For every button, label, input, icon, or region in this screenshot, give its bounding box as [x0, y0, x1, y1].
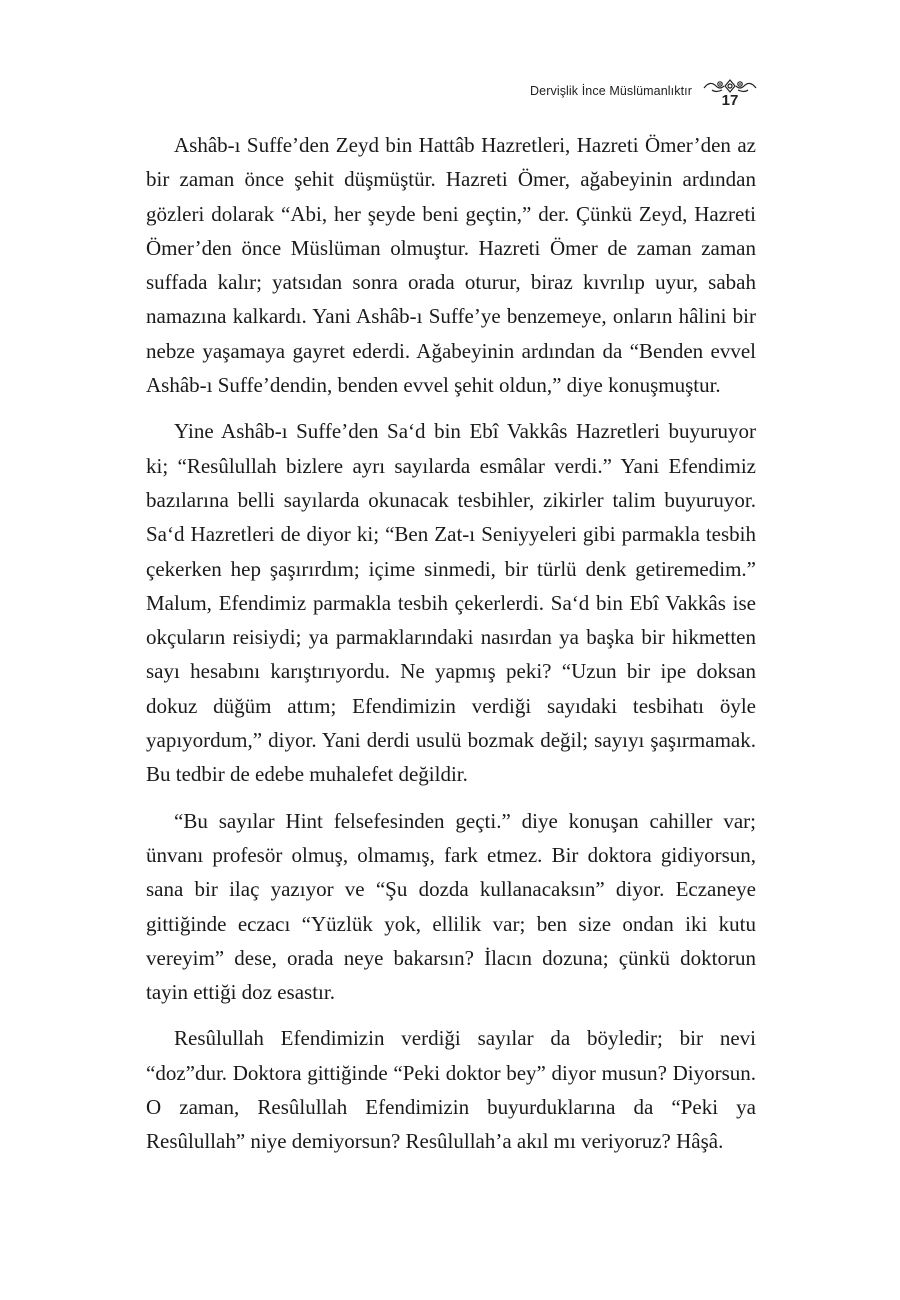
paragraph: Resûlullah Efendimizin verdiği sayılar da böyledir; bir nevi “doz”dur. Doktora gittiğinde “Peki doktor bey” diyor musun? Diyorsun. O zaman, Resûlullah Efendimizin buyurduklarına da “Peki ya Resûlullah” niye demiyorsun? Resûlullah’a akıl mı veriyoruz? Hâşâ. — [146, 1026, 756, 1154]
page-header — [530, 78, 758, 109]
paragraph: Yine Ashâb-ı Suffe’den Sa‘d bin Ebî Vakkâs Hazretleri buyuruyor ki; “Resûlullah bizlere ayrı sayılarda esmâlar verdi.” Yani Efendimiz bazılarına belli sayılarda okunacak tesbihler, zikirler talim buyuruyor. Sa‘d Hazretleri de diyor ki; “Ben Zat-ı Seniyyeleri gibi parmakla tesbih çekerken hep şaşırırdım; içime sinmedi, bir türlü denk getiremedim.” Malum, Efendimiz parmakla tesbih çekerlerdi. Sa‘d bin Ebî Vakkâs ise okçuların reisiydi; ya parmaklarındaki nasırdan ya başka bir hikmetten sayı hesabını karıştırıyordu. Ne yapmış peki? “Uzun bir ipe doksan dokuz düğüm attım; Efendimizin verdiği sayıdaki tesbihatı öyle yapıyordum,” diyor. Yani derdi usulü bozmak değil; sayıyı şaşırmamak. Bu tedbir de edebe muhalefet değildir. — [146, 419, 756, 787]
page-number-block — [702, 78, 758, 109]
paragraph: Ashâb-ı Suffe’den Zeyd bin Hattâb Hazretleri, Hazreti Ömer’den az bir zaman önce şehit düşmüştür. Hazreti Ömer, ağabeyinin ardından gözleri dolarak “Abi, her şeyde beni geçtin,” der. Çünkü Zeyd, Hazreti Ömer’den önce Müslüman olmuştur. Hazreti Ömer de zaman zaman suffada kalır; yatsıdan sonra orada oturur, biraz kıvrılıp uyur, sabah namazına kalkardı. Yani Ashâb-ı Suffe’ye benzemeye, onların hâlini bir nebze yaşamaya gayret ederdi. Ağabeyinin ardından da “Benden evvel Ashâb-ı Suffe’dendin, benden evvel şehit oldun,” diye konuşmuştur. — [146, 133, 756, 398]
body-text — [146, 128, 756, 1171]
paragraph: “Bu sayılar Hint felsefesinden geçti.” diye konuşan cahiller var; ünvanı profesör olmuş, olmamış, fark etmez. Bir doktora gidiyorsun, sana bir ilaç yazıyor ve “Şu dozda kullanacaksın” diyor. Eczaneye gittiğinde eczacı “Yüzlük yok, ellilik var; ben size ondan iki kutu vereyim” dese, orada neye bakarsın? İlacın dozuna; çünkü doktorun tayin ettiği doz esastır. — [146, 808, 756, 1005]
page-number: 17 — [721, 92, 739, 109]
running-title: Dervişlik İnce Müslümanlıktır — [530, 84, 692, 98]
